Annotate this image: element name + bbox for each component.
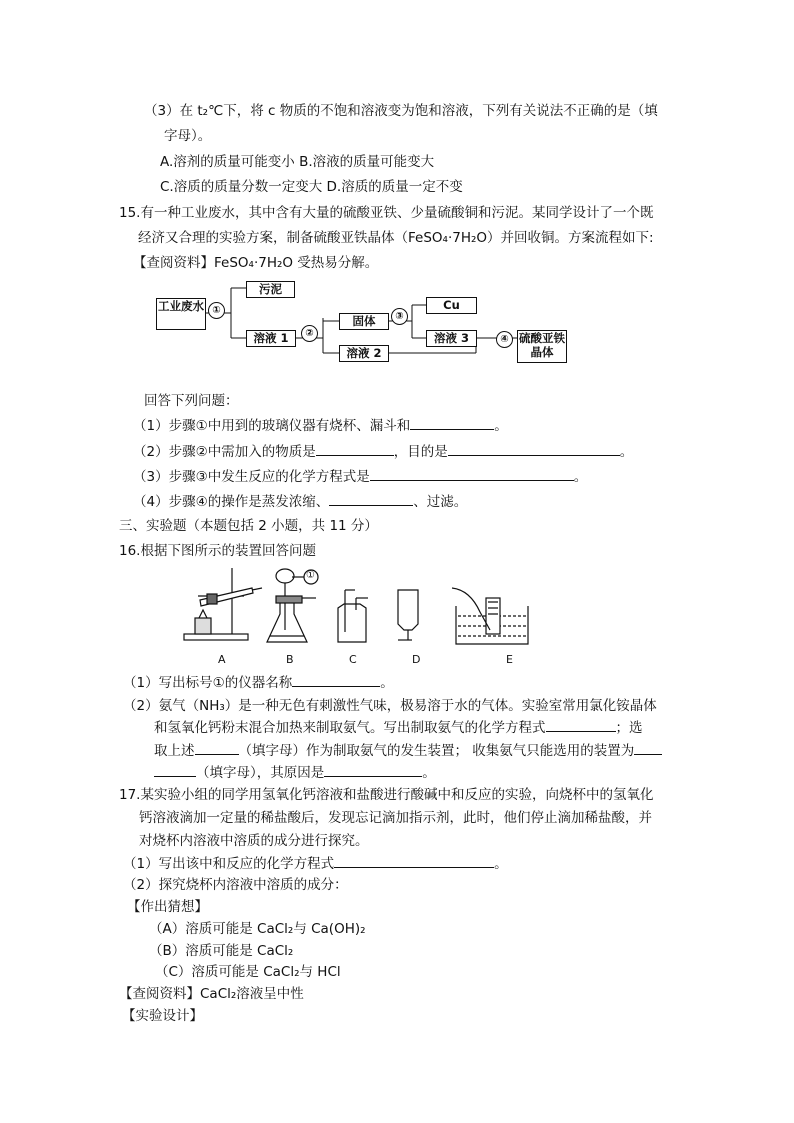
q15-part2-end: 。 xyxy=(619,444,634,460)
q16-part2-text-b: ；选 xyxy=(615,720,643,736)
q17-part1 xyxy=(123,853,508,874)
q16-part1-blank[interactable] xyxy=(292,672,380,687)
apparatus-mark-1: ① xyxy=(306,570,315,581)
flow-box-solid: 固体 xyxy=(339,313,389,330)
q16-part2-line1: （2）氨气（NH₃）是一种无色有刺激性气味，极易溶于水的气体。实验室常用氯化铵晶体 xyxy=(123,698,657,714)
q15-part3-text: （3）步骤③中发生反应的化学方程式是 xyxy=(133,469,370,485)
q16-part2-end: 。 xyxy=(422,765,436,781)
flow-crystal-label: 硫酸亚铁晶体 xyxy=(519,331,565,359)
flow-step-2: ② xyxy=(301,325,318,342)
label-c: C xyxy=(349,653,357,666)
q17-part1-end: 。 xyxy=(494,856,508,872)
q17-guess-c: （C）溶质可能是 CaCl₂与 HCl xyxy=(155,964,341,980)
q14-3-options-ab: A.溶剂的质量可能变小 B.溶液的质量可能变大 xyxy=(160,154,435,170)
q16-part2-line4 xyxy=(154,762,436,783)
flow-box-sludge: 污泥 xyxy=(246,281,295,298)
q15-part1-text: （1）步骤①中用到的玻璃仪器有烧杯、漏斗和 xyxy=(133,418,411,434)
flow-step-1: ① xyxy=(208,302,225,319)
apparatus-a xyxy=(184,568,262,640)
q15-answer-prompt: 回答下列问题： xyxy=(144,393,239,409)
q16-equation-blank[interactable] xyxy=(546,717,616,732)
q14-3-options-cd: C.溶质的质量分数一定变大 D.溶质的质量一定不变 xyxy=(160,179,463,195)
apparatus-d xyxy=(398,590,418,640)
q15-part4-text-b: 、过滤。 xyxy=(413,494,468,510)
q17-info: 【查阅资料】CaCl₂溶液呈中性 xyxy=(119,986,304,1002)
q17-stem-line1: 17.某实验小组的同学用氢氧化钙溶液和盐酸进行酸碱中和反应的实验，向烧杯中的氢氧化 xyxy=(119,787,654,803)
q15-info: 【查阅资料】FeSO₄·7H₂O 受热易分解。 xyxy=(133,255,379,271)
q16-title: 16.根据下图所示的装置回答问题 xyxy=(119,543,316,559)
q15-stem-line1: 15.有一种工业废水，其中含有大量的硫酸亚铁、少量硫酸铜和污泥。某同学设计了一个既 xyxy=(119,205,654,221)
q16-collector-blank[interactable] xyxy=(634,740,662,755)
flow-box-solution3: 溶液 3 xyxy=(426,330,477,347)
label-a: A xyxy=(218,653,226,666)
q15-part4-text-a: （4）步骤④的操作是蒸发浓缩、 xyxy=(133,494,330,510)
q16-part1-end: 。 xyxy=(380,675,394,691)
q17-design-title: 【实验设计】 xyxy=(122,1008,203,1024)
q15-part3-end: 。 xyxy=(573,469,588,485)
q17-stem-line2: 钙溶液滴加一定量的稀盐酸后，发现忘记滴加指示剂，此时，他们停止滴加稀盐酸，并 xyxy=(139,810,652,826)
section-3-heading: 三、实验题（本题包括 2 小题，共 11 分） xyxy=(119,518,378,534)
q16-reason-blank[interactable] xyxy=(324,762,422,777)
label-e: E xyxy=(506,653,513,666)
q16-part2-line3 xyxy=(154,740,662,761)
q16-part2-text-e: （填字母），其原因是 xyxy=(196,765,325,781)
flow-box-solution1: 溶液 1 xyxy=(246,330,296,347)
q15-stem-line2: 经济又合理的实验方案，制备硫酸亚铁晶体（FeSO₄·7H₂O）并回收铜。方案流程如下: xyxy=(138,230,654,246)
flow-box-solution2: 溶液 2 xyxy=(339,345,389,362)
q16-part2-text-d: （填字母）作为制取氨气的发生装置； 收集氨气只能选用的装置为 xyxy=(238,743,635,759)
q15-part2-text-b: ，目的是 xyxy=(393,444,448,460)
q14-3-line1: （3）在 t₂℃下，将 c 物质的不饱和溶液变为饱和溶液，下列有关说法不正确的是（填 xyxy=(144,103,658,119)
flow-box-cu: Cu xyxy=(426,297,477,314)
label-b: B xyxy=(286,653,294,666)
apparatus-e xyxy=(452,588,528,644)
q16-part2-line2 xyxy=(154,717,643,738)
q16-part1-text: （1）写出标号①的仪器名称 xyxy=(123,675,293,691)
flow-waste-label: 工业废水 xyxy=(158,299,204,313)
q16-collector-blank-cont[interactable] xyxy=(154,762,196,777)
q16-part2-text-a: 和氢氧化钙粉末混合加热来制取氨气。写出制取氨气的化学方程式 xyxy=(154,720,546,736)
q15-part2-text-a: （2）步骤②中需加入的物质是 xyxy=(133,444,316,460)
label-d: D xyxy=(412,653,421,666)
q15-part1-end: 。 xyxy=(494,418,508,434)
apparatus-c xyxy=(338,590,368,642)
q17-guess-a: （A）溶质可能是 CaCl₂与 Ca(OH)₂ xyxy=(149,921,366,937)
q16-generator-blank[interactable] xyxy=(195,740,239,755)
q17-guess-title: 【作出猜想】 xyxy=(127,899,208,915)
q14-3-line2: 字母）。 xyxy=(164,128,212,144)
q16-part2-text-c: 取上述 xyxy=(154,743,195,759)
q17-stem-line3: 对烧杯内溶液中溶质的成分进行探究。 xyxy=(139,833,369,849)
q17-part2: （2）探究烧杯内溶液中溶质的成分： xyxy=(123,877,348,893)
flow-step-4: ④ xyxy=(496,331,513,348)
q17-part1-text: （1）写出该中和反应的化学方程式 xyxy=(123,856,335,872)
q17-guess-b: （B）溶质可能是 CaCl₂ xyxy=(149,943,294,959)
q16-part1 xyxy=(123,672,394,693)
q17-part1-blank[interactable] xyxy=(334,853,494,868)
flow-step-3: ③ xyxy=(391,308,408,325)
